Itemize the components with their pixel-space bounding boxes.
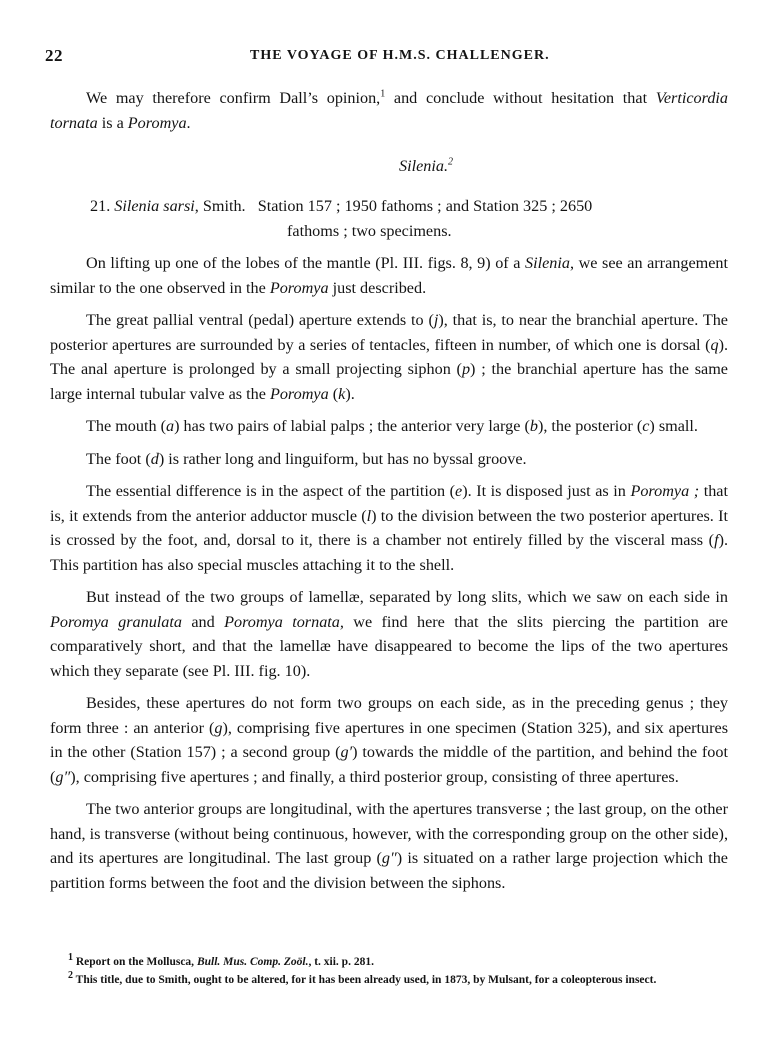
footnotes [50,952,728,991]
entry-number: 21. [90,197,111,215]
running-title: THE VOYAGE OF H.M.S. CHALLENGER. [250,48,550,63]
paragraph: The foot (d) is rather long and linguiform, but has no byssal groove. [86,449,527,468]
page-header [0,46,776,70]
paragraph: The essential difference is in the aspect of the partition (e). It is disposed just as in Poromya ; that is, it extends from the anterior adductor muscle (l) to the division between the two posterior apertures. It is crossed by the foot, and, dorsal to it, there is a chamber not entirely filled by the visceral mass (f). This partition has also special muscles attaching it to the shell. [50,482,728,574]
section-heading: Silenia.$^2$ [398,156,453,175]
page-number: 22 [45,46,63,65]
body-text [50,86,728,903]
paragraph: On lifting up one of the lobes of the mantle (Pl. III. figs. 8, 9) of a Silenia, we see an arrangement similar to the one observed in the Poromya just described. [50,254,728,297]
species-entry: 21. Silenia sarsi, Smith. Station 157 ; 1950 fathoms ; and Station 325 ; 2650 fathoms ; two specimens. [90,197,593,240]
paragraph: The mouth (a) has two pairs of labial palps ; the anterior very large (b), the posterior (c) small. [86,417,698,435]
footnote: $^1$ Report on the Mollusca, Bull. Mus. Comp. Zoöl., t. xii. p. 281. [68,952,374,968]
station-details: Station 157 ; 1950 fathoms ; and Station 325 ; 2650 [257,197,593,215]
paragraph: Besides, these apertures do not form two groups on each side, as in the preceding genus ; they form three : an anterior (g), comprising five apertures in one specimen (Station 325), and six apertures in the other (Station 157) ; a second group (g′) towards the middle of the partition, and behind the foot (g″), comprising five apertures ; and finally, a third posterior group, consisting of three apertures. [50,694,728,786]
footnote-ref-1: 1 [380,88,386,100]
paragraph: The great pallial ventral (pedal) aperture extends to (j), that is, to near the branchial aperture. The posterior apertures are surrounded by a series of tentacles, fifteen in number, of which one is dorsal (q). The anal aperture is prolonged by a small projecting siphon (p) ; the branchial aperture has the same large internal tubular valve as the Poromya (k). [50,311,728,403]
species-name: Silenia sarsi [114,197,195,215]
paragraph: But instead of the two groups of lamellæ, separated by long slits, which we saw on each side in Poromya granulata and Poromya tornata, we find here that the slits piercing the partition are comparatively short, and that the lamellæ have disappeared to become the lips of the two apertures which they separate (see Pl. III. fig. 10). [50,588,728,680]
footnote-ref-2: 2 [448,156,453,168]
paragraph: The two anterior groups are longitudinal, with the apertures transverse ; the last group, on the other hand, is transverse (without being continuous, however, with the corresponding group on the other side), and its apertures are longitudinal. The last group (g″) is situated on a rather large projection which the partition forms between the foot and the division between the siphons. [50,800,728,892]
footnote: $^2$ This title, due to Smith, ought to be altered, for it has been already used, in 1873, by Mulsant, for a coleopterous insect. [68,970,657,986]
intro-paragraph: We may therefore confirm Dall’s opinion,$^1$ and conclude without hesitation that Verticordia tornata is a Poromya. [50,88,728,132]
